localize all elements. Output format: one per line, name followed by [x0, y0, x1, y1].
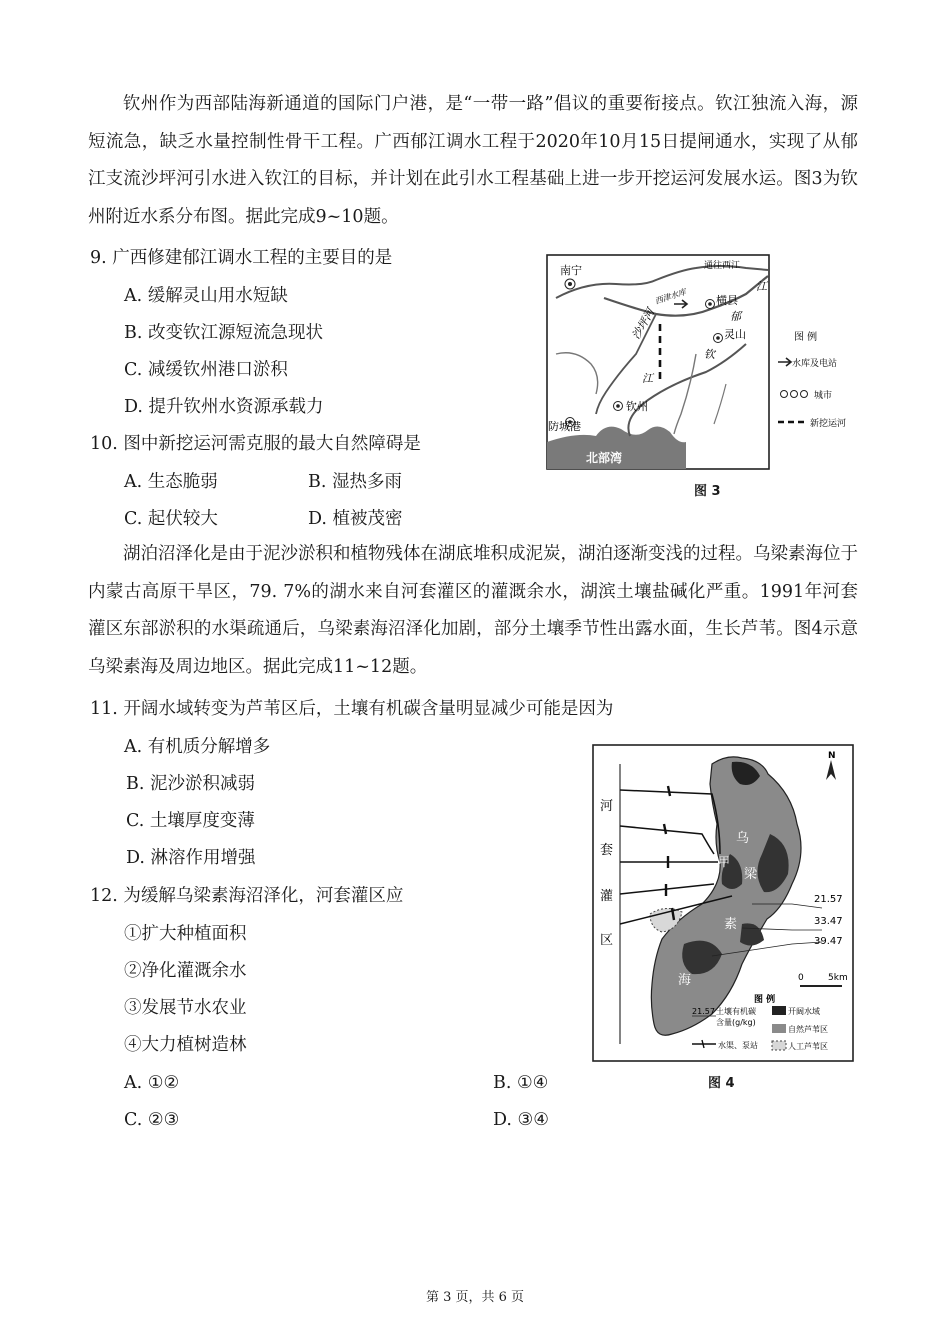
label-jia: 甲 [718, 855, 731, 869]
label-hengxian: 横县 [716, 294, 738, 307]
legend-natural-reed-swatch [772, 1024, 786, 1033]
figure-4-caption: 图 4 [708, 1076, 735, 1091]
isoline-label-2: 33.47 [814, 916, 843, 927]
question-10-stem: 10. 图中新挖运河需克服的最大自然障碍是 [90, 434, 421, 454]
figure-4-map [592, 744, 854, 1064]
q9-option-a: A. 缓解灵山用水短缺 [124, 286, 288, 306]
q11-option-a: A. 有机质分解增多 [124, 737, 271, 757]
label-wu: 乌 [736, 831, 750, 846]
q9-option-b: B. 改变钦江源短流急现状 [124, 323, 323, 343]
q10-option-d: D. 植被茂密 [308, 509, 403, 529]
q12-statement-1: ①扩大种植面积 [124, 924, 247, 944]
legend-city: 城市 [814, 391, 833, 401]
passage-1: 钦州作为西部陆海新通道的国际门户港，是“一带一路”倡议的重要衔接点。钦江独流入海，源短流急，缺乏水量控制性骨干工程。广西郁江调水工程于2020年10月15日提闸通水，实现了从郁江支流沙坪河引水进入钦江的目标，并计划在此引水工程基础上进一步开挖运河发展水运。图3为钦州附近水系分布图。据此完成9~10题。 [88, 94, 858, 227]
legend-artificial-reed: 人工芦苇区 [788, 1042, 828, 1051]
q10-option-b: B. 湿热多雨 [308, 472, 402, 492]
legend-title: 图 例 [794, 332, 818, 343]
q10-option-a: A. 生态脆弱 [124, 472, 218, 492]
q9-option-d: D. 提升钦州水资源承载力 [124, 397, 324, 417]
question-9-stem: 9. 广西修建郁江调水工程的主要目的是 [90, 248, 393, 268]
question-12-stem: 12. 为缓解乌梁素海沼泽化，河套灌区应 [90, 886, 404, 906]
legend-canal: 新挖运河 [810, 419, 847, 429]
q12-statement-4: ④大力植树造林 [124, 1035, 247, 1055]
q12-option-c: C. ②③ [124, 1110, 180, 1130]
label-fangchenggang: 防城港 [548, 420, 581, 433]
label-qu: 区 [600, 933, 614, 948]
label-su: 素 [724, 917, 738, 932]
legend-reservoir: 水库及电站 [792, 359, 838, 369]
label-xijiang: 通往西江 [704, 261, 741, 271]
legend-artificial-reed-swatch [772, 1041, 786, 1050]
label-jiang-mid: 江 [642, 372, 653, 385]
label-qin: 钦 [704, 348, 715, 361]
isoline-label-1: 21.57 [814, 894, 843, 905]
q11-option-c: C. 土壤厚度变薄 [126, 811, 255, 831]
legend-open-water-swatch [772, 1006, 786, 1015]
legend-open-water: 开阔水域 [788, 1007, 820, 1016]
label-shaping: 沙坪河 [629, 306, 658, 342]
label-he: 河 [600, 799, 614, 814]
north-label: N [828, 751, 836, 761]
label-yu: 郁 [730, 310, 741, 323]
legend-natural-reed: 自然芦苇区 [788, 1025, 828, 1034]
isoline-label-3: 39.47 [814, 936, 843, 947]
label-liang: 梁 [744, 867, 758, 882]
legend-reservoir-icon [778, 358, 791, 366]
legend-carbon-1: 土壤有机碳 [716, 1007, 756, 1016]
q11-option-d: D. 淋溶作用增强 [126, 848, 256, 868]
question-11-stem: 11. 开阔水域转变为芦苇区后，土壤有机碳含量明显减少可能是因为 [90, 699, 614, 719]
legend-city-icon [781, 391, 808, 398]
legend-title: 图 例 [754, 995, 776, 1005]
label-hai: 海 [678, 973, 692, 988]
label-beibuwan: 北部湾 [586, 451, 623, 465]
legend-canal-station: 水渠、泵站 [718, 1041, 758, 1050]
label-qinzhou: 钦州 [626, 400, 648, 413]
q12-statement-2: ②净化灌溉余水 [124, 961, 247, 981]
passage-2: 湖泊沼泽化是由于泥沙淤积和植物残体在湖底堆积成泥炭，湖泊逐渐变浅的过程。乌梁素海位于内蒙古高原干旱区，79. 7%的湖水来自河套灌区的灌溉余水，湖滨土壤盐碱化严重。1991年河套灌区东部淤积的水渠疏通后，乌梁素海沼泽化加剧，部分土壤季节性出露水面，生长芦苇。图4示意乌梁素海及周边地区。据此完成11~12题。 [88, 544, 858, 677]
q12-option-a: A. ①② [124, 1073, 180, 1093]
figure-3-caption: 图 3 [694, 484, 721, 499]
page-footer: 第 3 页，共 6 页 [425, 1290, 525, 1305]
label-jiang-right: 江 [756, 280, 767, 293]
q10-option-c: C. 起伏较大 [124, 509, 218, 529]
q12-statement-3: ③发展节水农业 [124, 998, 247, 1018]
label-nanning: 南宁 [560, 264, 582, 277]
q11-option-b: B. 泥沙淤积减弱 [126, 774, 255, 794]
figure-3-map [546, 254, 850, 472]
scale-five: 5km [828, 973, 848, 983]
q12-option-b: B. ①④ [493, 1073, 549, 1093]
label-guan: 灌 [600, 889, 614, 904]
legend-carbon-2: 含量(g/kg) [716, 1018, 756, 1027]
scale-zero: 0 [798, 973, 804, 983]
label-reservoir: 西津水库 [653, 287, 688, 306]
q9-option-c: C. 减缓钦州港口淤积 [124, 360, 288, 380]
legend-sample-value: 21.57 [692, 1007, 715, 1016]
label-lingshan: 灵山 [724, 328, 746, 341]
q12-option-d: D. ③④ [493, 1110, 549, 1130]
label-tao: 套 [600, 843, 614, 858]
